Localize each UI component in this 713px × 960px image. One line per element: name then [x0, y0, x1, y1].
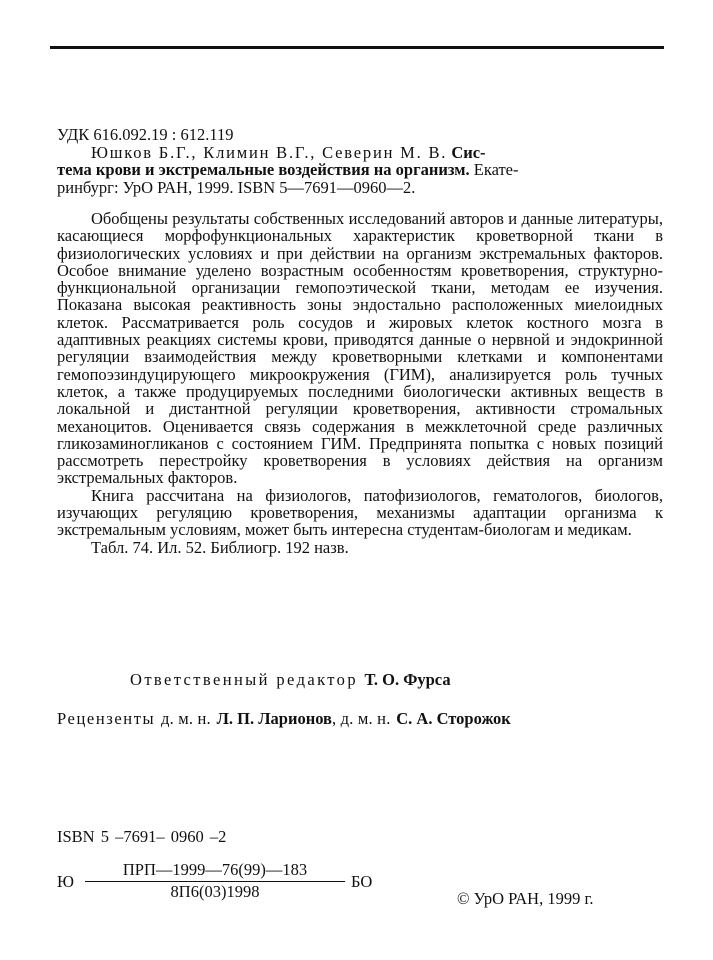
editor-label: Ответственный редактор: [130, 670, 358, 689]
citation-place: Екате-: [473, 160, 519, 179]
citation-line-3: ринбург: УрО РАН, 1999. ISBN 5—7691—0960—2.: [57, 177, 416, 197]
reviewers-label: Рецензенты: [57, 709, 156, 728]
bibliographic-entry: [57, 126, 663, 196]
price-code-tail: БО: [351, 872, 373, 891]
price-code-numerator: ПРП—1999—76(99)—183: [85, 860, 345, 882]
udk-line: УДК 616.092.19 : 612.119: [57, 125, 234, 144]
reviewer-degree-1: д. м. н.: [160, 709, 211, 728]
abstract-paragraph-3: Табл. 74. Ил. 52. Библиогр. 192 назв.: [91, 537, 349, 557]
citation-title-start: Сис-: [451, 142, 486, 162]
reviewer-name-2: С. А. Сторожок: [396, 709, 511, 728]
abstract: [57, 210, 663, 556]
price-code-denominator: 8П6(03)1998: [170, 882, 260, 901]
citation-authors: Юшков Б.Г., Климин В.Г., Северин М. В.: [91, 142, 448, 162]
abstract-paragraph-2: Книга рассчитана на физиологов, патофизиологов, гематологов, биологов, изучающих регуляцию кроветворения, механизмы адаптации организма к экстремальным условиям, может быть интересна студентам-биологам и медикам.: [57, 485, 663, 540]
reviewers: [57, 709, 511, 729]
reviewer-degree-2: , д. м. н.: [331, 709, 391, 728]
citation-line-2: [57, 161, 663, 179]
citation-title: тема крови и экстремальные воздействия на организм.: [57, 160, 470, 179]
price-code-lead: Ю: [57, 872, 74, 891]
abstract-paragraph-1: Обобщены результаты собственных исследований авторов и данные литературы, касающиеся морфофункциональных характеристик кроветворной ткани в физиологических условиях и при действии на организм экстремальных факторов. Особое внимание уделено возрастным особенностям кроветворения, структурно-функциональной организации гемопоэтической ткани, методам ее изучения. Показана высокая реактивность зоны эндостально расположенных миелоидных клеток. Рассматривается роль сосудов и жировых клеток костного мозга в адаптивных реакциях системы крови, приводятся данные о нервной и эндокринной регуляции взаимодействия между кроветворными клетками и компонентами гемопоэзиндуцирующего микроокружения (ГИМ), анализируется роль тучных клеток, а также продуцируемых последними биологически активных веществ в локальной и дистантной регуляции кроветворения, активности стромальных механоцитов. Оценивается связь содержания в межклеточной среде различных гликозаминогликанов с состоянием ГИМ. Предпринята попытка с новых позиций рассмотреть перестройку кроветворения в условиях действия на организм экстремальных факторов.: [57, 209, 663, 488]
copyright: © УрО РАН, 1999 г.: [457, 889, 594, 908]
responsible-editor: [130, 670, 451, 690]
citation-line-1: [57, 144, 663, 162]
top-rule: [50, 46, 664, 49]
isbn-line: ISBN 5 –7691– 0960 –2: [57, 827, 227, 846]
editor-name: Т. О. Фурса: [364, 670, 451, 689]
reviewer-name-1: Л. П. Ларионов: [216, 709, 332, 728]
